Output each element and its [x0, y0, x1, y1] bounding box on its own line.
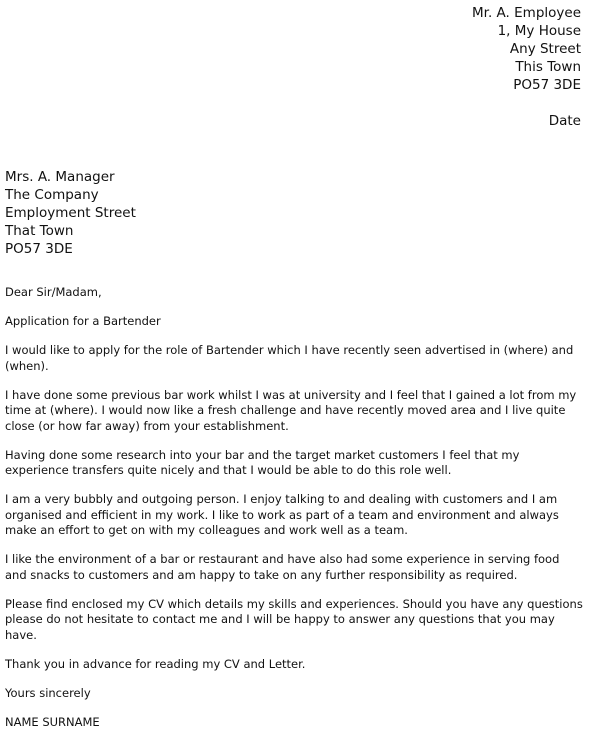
- sender-name: Mr. A. Employee: [472, 5, 581, 21]
- letter-body: [5, 285, 583, 744]
- recipient-company: The Company: [5, 187, 99, 203]
- paragraph-experience: I have done some previous bar work whilst I was at university and I feel that I gained a lot from my time at (where). I would now like a fresh challenge and have recently moved area and I live quite close (or how far away) from your establishment.: [5, 387, 577, 433]
- signature-name: NAME SURNAME: [5, 714, 100, 729]
- paragraph-enclosed-cv: Please find enclosed my CV which details my skills and experiences. Should you have any questions please do not hesitate to contact me and I will be happy to answer any questions that you may have.: [5, 596, 583, 642]
- letter-date: Date: [548, 113, 581, 129]
- subject-line: Application for a Bartender: [5, 314, 161, 328]
- recipient-name: Mrs. A. Manager: [5, 169, 115, 185]
- closing: Yours sincerely: [5, 685, 91, 700]
- paragraph-thanks: Thank you in advance for reading my CV and Letter.: [5, 656, 306, 671]
- sender-address-line-2: Any Street: [509, 41, 581, 57]
- recipient-address-block: [5, 168, 136, 258]
- salutation: Dear Sir/Madam,: [5, 285, 102, 299]
- sender-address-line-1: 1, My House: [497, 23, 581, 39]
- paragraph-intro: I would like to apply for the role of Bartender which I have recently seen advertised in (where) and (when).: [5, 343, 574, 373]
- paragraph-personality: I am a very bubbly and outgoing person. I enjoy talking to and dealing with customers and I am organised and efficient in my work. I like to work as part of a team and environment and always make an effort to get on with my colleagues and work well as a team.: [5, 492, 559, 537]
- recipient-street: Employment Street: [5, 205, 136, 221]
- sender-address-block: [472, 4, 581, 94]
- sender-postcode: PO57 3DE: [513, 77, 581, 93]
- sender-town: This Town: [515, 59, 581, 75]
- paragraph-research: Having done some research into your bar and the target market customers I feel that my experience transfers quite nicely and that I would be able to do this role well.: [5, 447, 520, 477]
- recipient-town: That Town: [5, 223, 74, 239]
- paragraph-environment: I like the environment of a bar or restaurant and have also had some experience in serving food and snacks to customers and am happy to take on any further responsibility as required.: [5, 552, 560, 582]
- recipient-postcode: PO57 3DE: [5, 241, 73, 257]
